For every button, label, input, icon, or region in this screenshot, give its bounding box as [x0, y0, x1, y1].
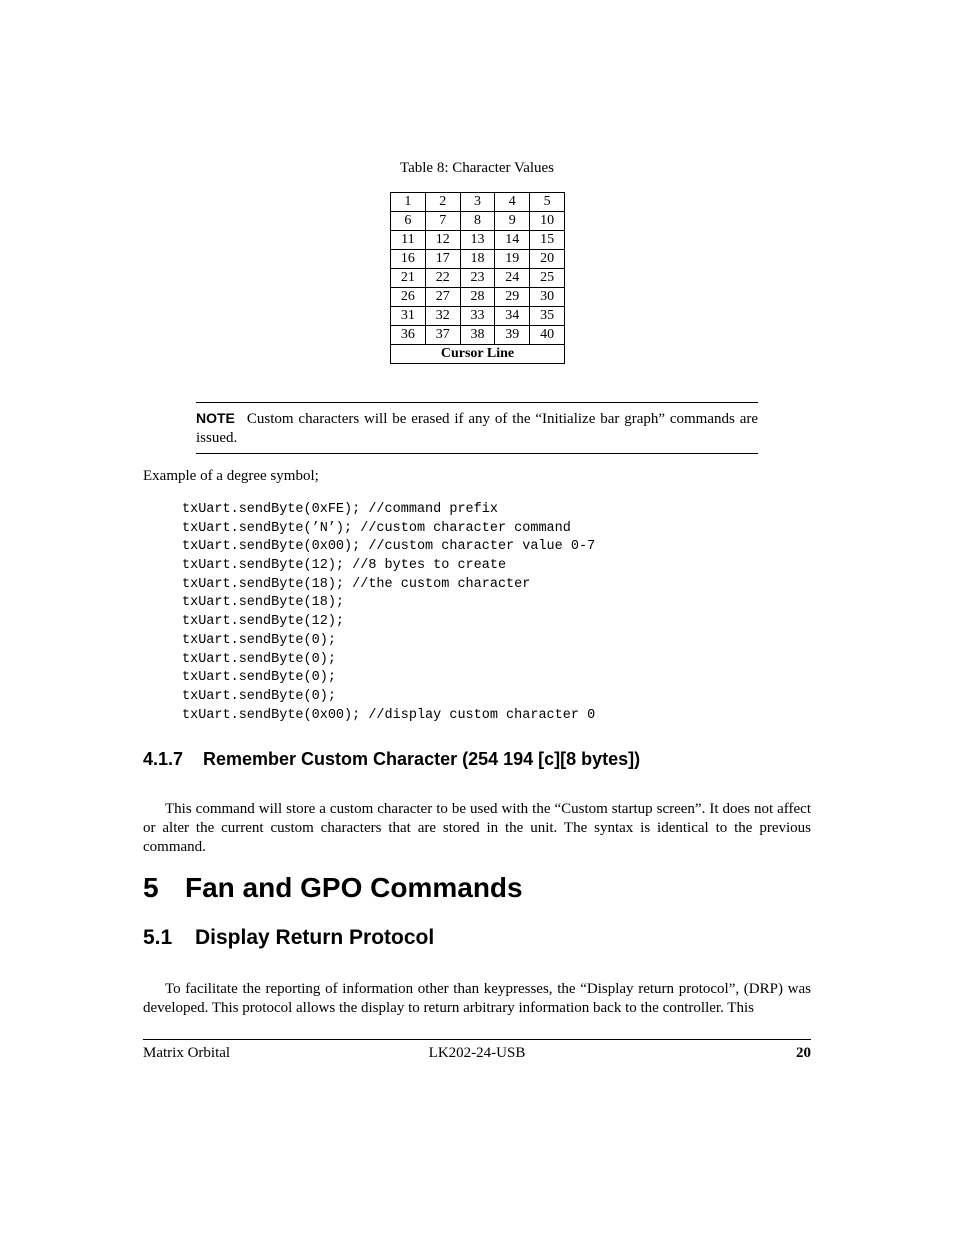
table-cell: 21	[391, 269, 426, 288]
table-footer-row	[391, 345, 565, 364]
code-line: txUart.sendByte(0);	[182, 670, 336, 686]
table-row	[391, 269, 565, 288]
table-cell: 18	[460, 250, 495, 269]
code-listing	[182, 501, 595, 725]
code-line: txUart.sendByte(0xFE); //command prefix	[182, 502, 498, 517]
table-cell: 20	[530, 250, 565, 269]
code-line: txUart.sendByte(0);	[182, 688, 336, 704]
section-heading-5-1	[143, 926, 434, 950]
table-cell: 36	[391, 326, 426, 345]
example-intro: Example of a degree symbol;	[143, 468, 319, 484]
chapter-heading-5	[143, 872, 523, 904]
table-cell: 5	[530, 193, 565, 212]
table-cell: 19	[495, 250, 530, 269]
table-caption: Table 8: Character Values	[399, 160, 555, 176]
table-cell: 11	[391, 231, 426, 250]
table-cell: 23	[460, 269, 495, 288]
table-row	[391, 288, 565, 307]
table-row	[391, 193, 565, 212]
code-line: txUart.sendByte(0);	[182, 651, 336, 667]
code-line: txUart.sendByte(0);	[182, 632, 336, 648]
table-cell: 8	[460, 212, 495, 231]
code-line: txUart.sendByte(’N’); //custom character command	[182, 520, 571, 536]
character-values-table	[390, 192, 565, 364]
section-4-1-7-paragraph: This command will store a custom character to be used with the “Custom startup screen”. It does not affect or alter the current custom characters that are stored in the unit. The syntax is identical to the previous command.	[143, 801, 811, 855]
table-row	[391, 231, 565, 250]
chapter-title: Fan and GPO Commands	[185, 872, 523, 903]
table-row	[391, 212, 565, 231]
table-cell: 25	[530, 269, 565, 288]
section-title: Remember Custom Character (254 194 [c][8 bytes])	[203, 749, 641, 769]
table-cell: 4	[495, 193, 530, 212]
table-cell: 17	[425, 250, 460, 269]
section-number: 4.1.7	[143, 749, 184, 769]
page-number: 20	[796, 1045, 811, 1061]
section-5-1-paragraph: To facilitate the reporting of information other than keypresses, the “Display return protocol”, (DRP) was developed. This protocol allows the display to return arbitrary information back to the controller. This	[143, 981, 811, 1016]
note-label: NOTE	[196, 410, 235, 426]
code-line: txUart.sendByte(18); //the custom character	[182, 576, 531, 592]
table-cell: 30	[530, 288, 565, 307]
table-cell: 2	[425, 193, 460, 212]
table-cell: 33	[460, 307, 495, 326]
table-cell: 15	[530, 231, 565, 250]
table-cell: 29	[495, 288, 530, 307]
table-cell: 12	[425, 231, 460, 250]
table-cell: 3	[460, 193, 495, 212]
footer-divider	[143, 1039, 811, 1040]
table-cell: 24	[495, 269, 530, 288]
section-title: Display Return Protocol	[195, 926, 435, 949]
table-row	[391, 326, 565, 345]
table-cell: 32	[425, 307, 460, 326]
code-line: txUart.sendByte(12); //8 bytes to create	[182, 558, 507, 574]
table-cell: 40	[530, 326, 565, 345]
footer-product: LK202-24-USB	[428, 1045, 526, 1061]
note-box	[196, 402, 758, 454]
table-cell: 34	[495, 307, 530, 326]
table-cell: 10	[530, 212, 565, 231]
table-cell: 7	[425, 212, 460, 231]
code-line: txUart.sendByte(12);	[182, 614, 345, 630]
table-row	[391, 250, 565, 269]
table-cell: 28	[460, 288, 495, 307]
chapter-number: 5	[143, 872, 159, 903]
table-cell: 9	[495, 212, 530, 231]
section-heading-4-1-7	[143, 749, 640, 770]
table-cell: 16	[391, 250, 426, 269]
table-row	[391, 307, 565, 326]
table-cell: 38	[460, 326, 495, 345]
code-line: txUart.sendByte(18);	[182, 595, 345, 611]
code-line: txUart.sendByte(0x00); //custom character value 0-7	[182, 539, 596, 555]
table-cell: 6	[391, 212, 426, 231]
table-cell: 31	[391, 307, 426, 326]
table-cell: 26	[391, 288, 426, 307]
table-cell: 37	[425, 326, 460, 345]
table-cell: 14	[495, 231, 530, 250]
table-cell: 13	[460, 231, 495, 250]
footer-company: Matrix Orbital	[143, 1045, 231, 1061]
code-line: txUart.sendByte(0x00); //display custom character 0	[182, 707, 596, 723]
note-text: Custom characters will be erased if any of the “Initialize bar graph” commands are issued.	[196, 411, 758, 446]
table-cell: 22	[425, 269, 460, 288]
cursor-line-cell: Cursor Line	[391, 345, 565, 364]
table-cell: 35	[530, 307, 565, 326]
table-cell: 27	[425, 288, 460, 307]
table-cell: 1	[391, 193, 426, 212]
table-cell: 39	[495, 326, 530, 345]
section-number: 5.1	[143, 926, 173, 949]
